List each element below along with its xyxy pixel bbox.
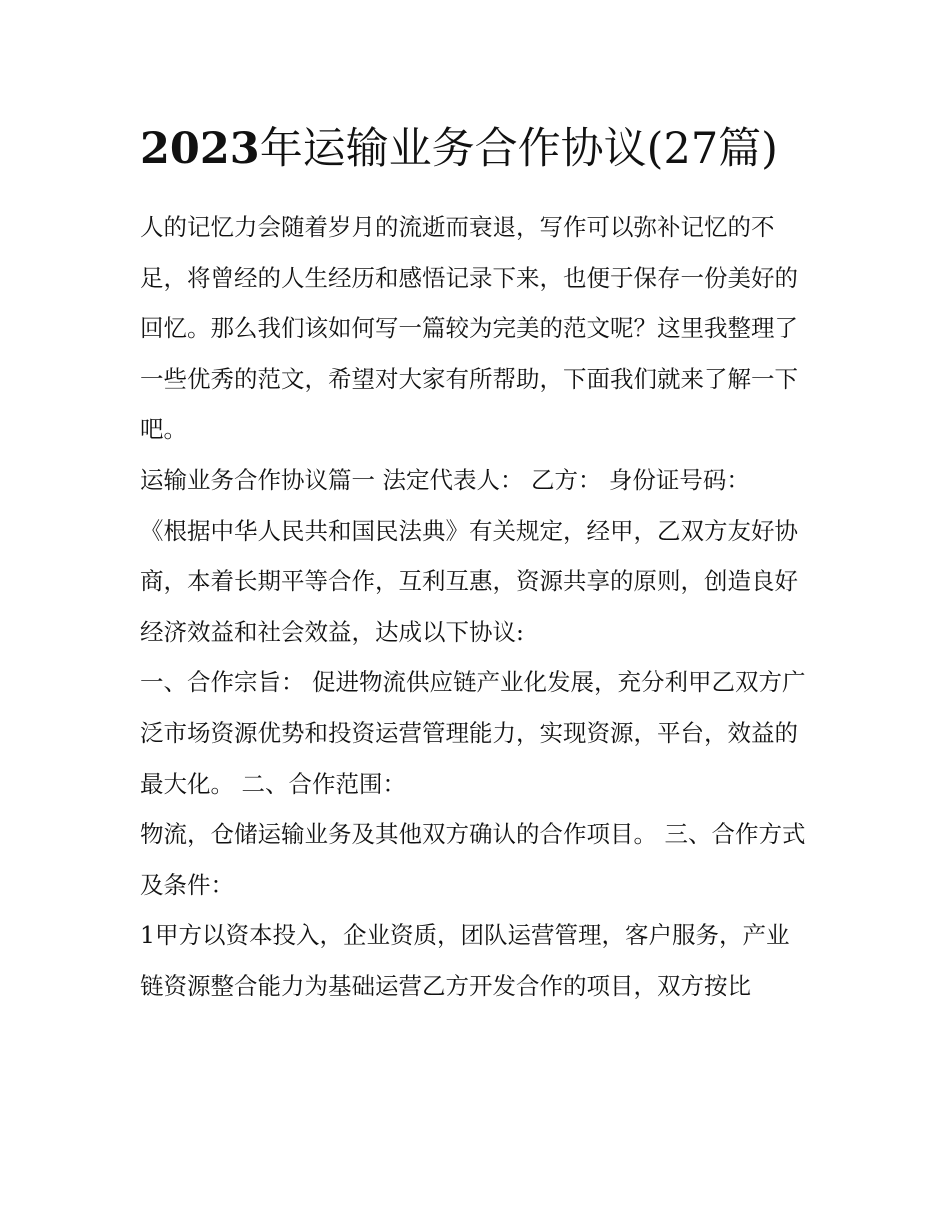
title-year: 2023 — [140, 124, 260, 174]
paragraph-purpose: 一、合作宗旨： 促进物流供应链产业化发展，充分利甲乙双方广泛市场资源优势和投资运营管理能力，实现资源，平台，效益的最大化。 二、合作范围： — [140, 668, 806, 798]
paragraph-terms: 1甲方以资本投入，企业资质，团队运营管理，客户服务，产业链资源整合能力为基础运营乙方开发合作的项目，双方按比 — [140, 921, 790, 1000]
document-body — [140, 202, 812, 1012]
paragraph-parties: 运输业务合作协议篇一 法定代表人： 乙方： 身份证号码： — [140, 465, 750, 494]
title-text: 年运输业务合作协议(27篇) — [259, 124, 778, 174]
paragraph-intro: 人的记忆力会随着岁月的流逝而衰退，写作可以弥补记忆的不足，将曾经的人生经历和感悟记录下来，也便于保存一份美好的回忆。那么我们该如何写一篇较为完美的范文呢？这里我整理了一些优秀的范文，希望对大家有所帮助，下面我们就来了解一下吧。 — [140, 213, 798, 444]
document-title — [140, 114, 812, 184]
paragraph-preamble: 《根据中华人民共和国民法典》有关规定，经甲，乙双方友好协商，本着长期平等合作，互利互惠，资源共享的原则，创造良好经济效益和社会效益，达成以下协议: — [140, 516, 798, 646]
document-page — [140, 114, 812, 1012]
paragraph-scope: 物流，仓储运输业务及其他双方确认的合作项目。 三、合作方式及条件： — [140, 820, 806, 899]
